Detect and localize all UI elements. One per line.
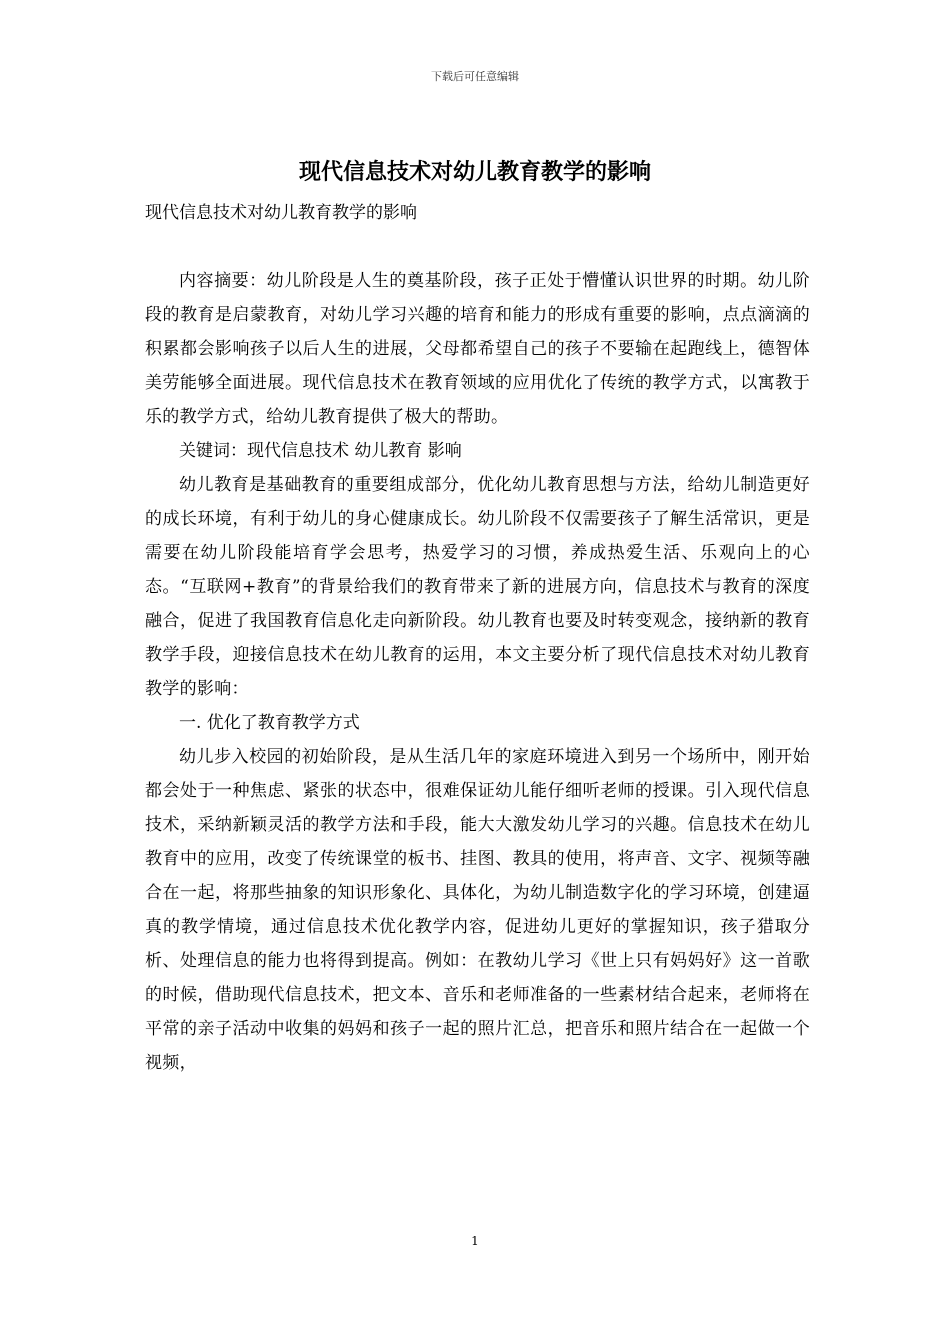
intro-paragraph: 幼儿教育是基础教育的重要组成部分，优化幼儿教育思想与方法，给幼儿制造更好的成长环境，有利于幼儿的身心健康成长。幼儿阶段不仅需要孩子了解生活常识，更是需要在幼儿阶段能培育学会思考，热爱学习的习惯，养成热爱生活、乐观向上的心态。“互联网+教育”的背景给我们的教育带来了新的进展方向，信息技术与教育的深度融合，促进了我国教育信息化走向新阶段。幼儿教育也要及时转变观念，接纳新的教育教学手段，迎接信息技术在幼儿教育的运用，本文主要分析了现代信息技术对幼儿教育教学的影响： bbox=[145, 475, 810, 699]
header-note: 下载后可任意编辑 bbox=[431, 70, 519, 83]
document-body bbox=[145, 196, 810, 1080]
blank-line bbox=[145, 230, 810, 264]
document-subtitle: 现代信息技术对幼儿教育教学的影响 bbox=[145, 203, 417, 223]
page-number: 1 bbox=[471, 1234, 479, 1248]
document-title: 现代信息技术对幼儿教育教学的影响 bbox=[298, 159, 651, 185]
keywords-line: 关键词：现代信息技术 幼儿教育 影响 bbox=[179, 441, 462, 461]
abstract-paragraph: 内容摘要：幼儿阶段是人生的奠基阶段，孩子正处于懵懂认识世界的时期。幼儿阶段的教育是启蒙教育，对幼儿学习兴趣的培育和能力的形成有重要的影响，点点滴滴的积累都会影响孩子以后人生的进展，父母都希望自己的孩子不要输在起跑线上，德智体美劳能够全面进展。现代信息技术在教育领域的应用优化了传统的教学方式，以寓教于乐的教学方式，给幼儿教育提供了极大的帮助。 bbox=[145, 271, 810, 427]
section-body-paragraph: 幼儿步入校园的初始阶段，是从生活几年的家庭环境进入到另一个场所中，刚开始都会处于一种焦虑、紧张的状态中，很难保证幼儿能仔细听老师的授课。引入现代信息技术，采纳新颖灵活的教学方法和手段，能大大激发幼儿学习的兴趣。信息技术在幼儿教育中的应用，改变了传统课堂的板书、挂图、教具的使用，将声音、文字、视频等融合在一起，将那些抽象的知识形象化、具体化，为幼儿制造数字化的学习环境，创建逼真的教学情境，通过信息技术优化教学内容，促进幼儿更好的掌握知识，孩子猎取分析、处理信息的能力也将得到提高。例如：在教幼儿学习《世上只有妈妈好》这一首歌的时候，借助现代信息技术，把文本、音乐和老师准备的一些素材结合起来，老师将在平常的亲子活动中收集的妈妈和孩子一起的照片汇总，把音乐和照片结合在一起做一个视频， bbox=[145, 747, 810, 1073]
section-heading: 一. 优化了教育教学方式 bbox=[179, 713, 360, 733]
